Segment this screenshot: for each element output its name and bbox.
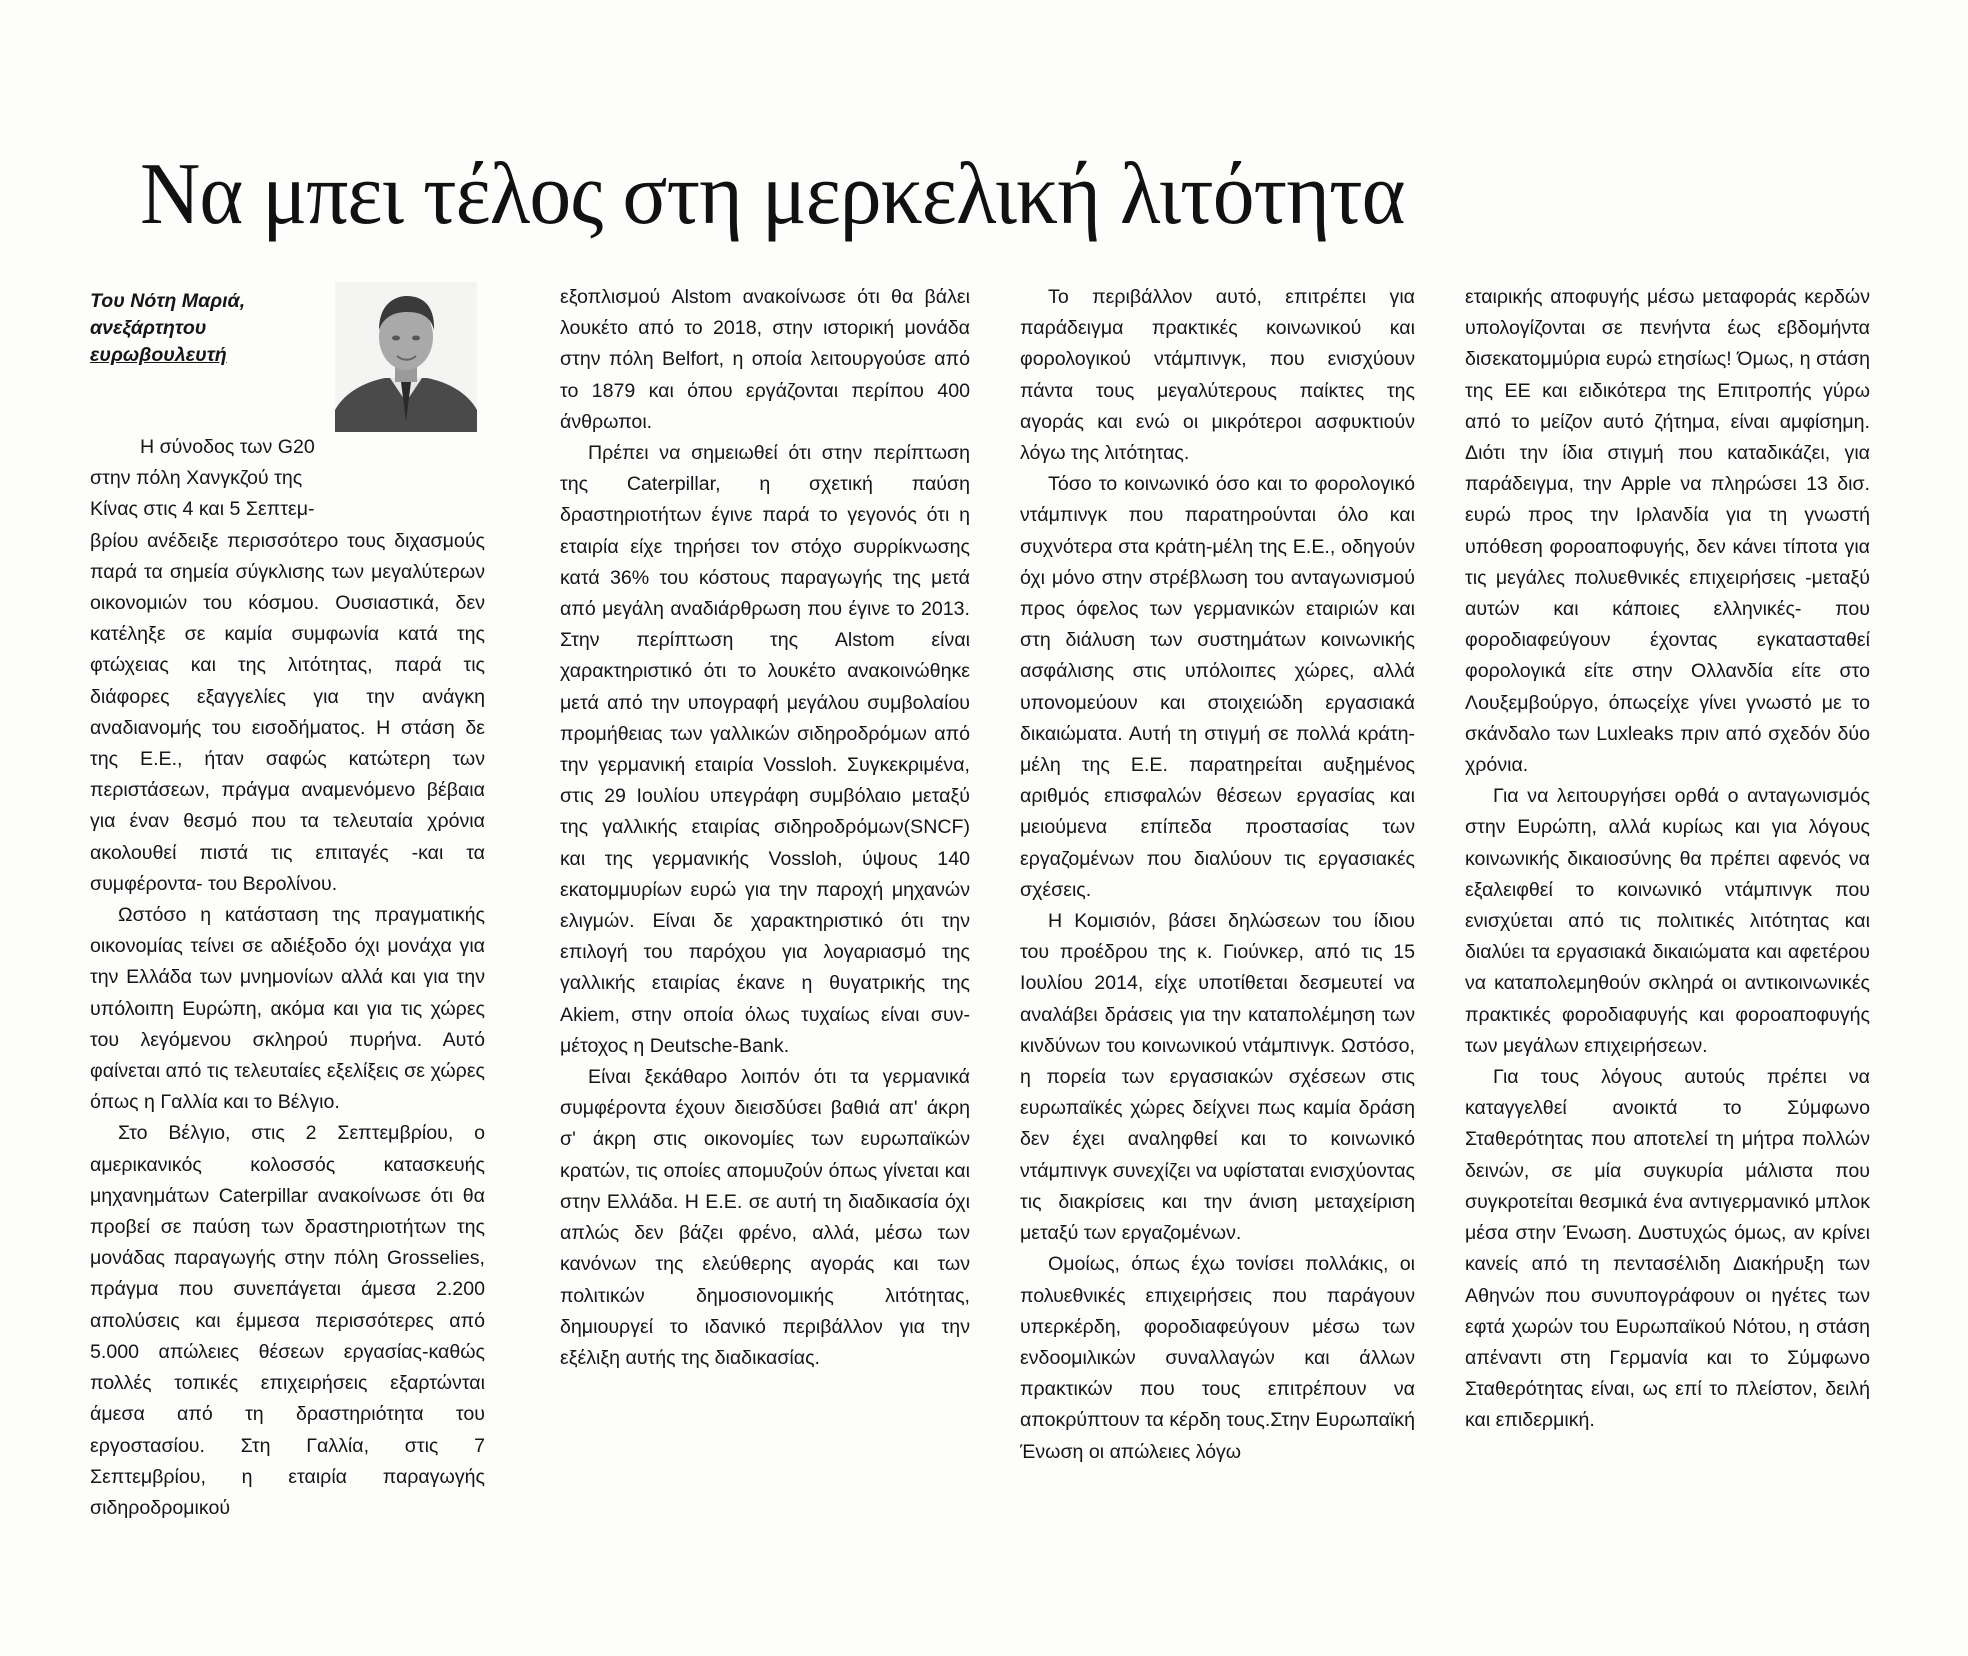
byline-block xyxy=(90,282,485,432)
paragraph: εξοπλισμού Alstom ανακοίνωσε ότι θα βάλει λουκέτο από το 2018, στην ιστορική μονάδα στην πόλη Belfort, η οποία λειτουργούσε από το 1879 και όπου εργάζονται περίπου 400 άνθρωποι. xyxy=(560,286,970,433)
lead-paragraph xyxy=(90,432,485,526)
byline xyxy=(90,282,300,369)
paragraph: Για να λειτουργήσει ορθά ο ανταγωνισμός στην Ευρώπη, αλλά κυρίως και για λόγους κοινωνικής δικαιοσύνης θα πρέπει αφενός να εξαλειφθεί το κοινωνικό ντάμπινγκ που ενισχύεται από τις πολιτικές λιτότητας και διαλύει τα εργασιακά δικαιώματα και αφετέρου να καταπολεμηθούν σκληρά οι αντικοινωνικές πρακτικές φοροδιαφυγής και φοροαποφυγής των μεγάλων επιχειρήσεων. xyxy=(1465,785,1870,1057)
column-3 xyxy=(1020,282,1415,1468)
paragraph: Η Κομισιόν, βάσει δηλώσεων του ίδιου του προέδρου της κ. Γιούνκερ, από τις 15 Ιουλίου 2014, είχε υποτίθεται δεσμευτεί να αναλάβει δράσεις για την καταπολέμηση των κινδύνων του κοινωνικού ντάμπινγκ. Ωστόσο, η πορεία των εργασιακών σχέσεων στις ευρωπαϊκές χώρες δείχνει πως καμία δράση δεν έχει αναληφθεί και το κοινωνικό ντάμπινγκ συνεχίζει να υφίσταται ενισχύοντας τις διακρίσεις και την άνιση μεταχείριση μεταξύ των εργαζομένων. xyxy=(1020,910,1415,1245)
column-4 xyxy=(1465,282,1870,1437)
column-1 xyxy=(90,282,485,1524)
headline: Να μπει τέλος στη μερκελική λιτότητα xyxy=(140,146,1405,243)
column-2 xyxy=(560,282,970,1374)
paragraph: Τόσο το κοινωνικό όσο και το φορολογικό ντάμπινγκ που παρατηρούνται όλο και συχνότερα στα κράτη-μέλη της Ε.Ε., οδηγούν όχι μόνο στην στρέβλωση του ανταγωνισμού προς όφελος των γερμανικών εταιριών και στη διάλυση των συστημάτων κοινωνικής ασφάλισης στις υπόλοιπες χώρες, αλλά υπονομεύουν και στοιχειώδη εργασιακά δικαιώματα. Αυτή τη στιγμή σε πολλά κράτη-μέλη της Ε.Ε. παρατηρείται αυξημένος αριθμός επισφαλών θέσεων εργασίας και μειούμενα επίπεδα προστασίας των εργαζομένων που διαλύουν τις εργασιακές σχέσεις. xyxy=(1020,473,1415,901)
paragraph: Για τους λόγους αυτούς πρέπει να καταγγελθεί ανοικτά το Σύμφωνο Σταθερότητας που αποτελεί τη μήτρα πολλών δεινών, σε μία συγκυρία μάλιστα που συγκροτείται θεσμικά ένα αντιγερμανικό μπλοκ μέσα στην Ένωση. Δυστυχώς όμως, αν κρίνει κανείς από τη πεντασέλιδη Διακήρυξη των Αθηνών που συνυπογράφουν οι ηγέτες των εφτά χωρών του Ευρωπαϊκού Νότου, η στάση απέναντι στη Γερμανία και το Σύμφωνο Σταθερότητας είναι, ως επί το πλείστον, δειλή και επιδερμική. xyxy=(1465,1066,1870,1432)
author-name: Του Νότη Μαριά, xyxy=(90,290,246,312)
lead-line-2: στην πόλη Χανγκζού της xyxy=(90,467,303,490)
author-role: ανεξάρτητου xyxy=(90,317,207,339)
paragraph: Πρέπει να σημειωθεί ότι στην περίπτωση της Caterpillar, η σχετική παύση δραστηριοτήτων έγινε παρά το γεγονός ότι η εταιρία είχε τηρήσει τον στόχο συρρίκνωσης κατά 36% του κόστους παραγωγής της μετά από μεγάλη αναδιάρθρωση που έγινε το 2013. Στην περίπτωση της Alstom είναι χαρακτηριστικό ότι το λουκέτο ανακοινώθηκε μετά από την υπογραφή μεγάλου συμβολαίου προμήθειας των γαλλικών σιδηροδρόμων από την γερμανική εταιρία Vossloh. Συγκεκριμένα, στις 29 Ιουλίου υπεγράφη συμβόλαιο μεταξύ της γαλλικής εταιρίας σιδηροδρόμων(SNCF) και της γερμανικής Vossloh, ύψους 140 εκατομμυρίων ευρώ για την παροχή μηχανών ελιγμών. Είναι δε χαρακτηριστικό ότι την επιλογή του παρόχου για λογαριασμό της γαλλικής εταιρίας έκανε η θυγατρικής της Akiem, στην οποία όλως τυχαίως είναι συν-μέτοχος η Deutsche-Bank. xyxy=(560,442,970,1057)
paragraph: Ομοίως, όπως έχω τονίσει πολλάκις, οι πολυεθνικές επιχειρήσεις που παράγουν υπερκέρδη, φοροδιαφεύγουν μέσω των ενδοομιλικών συναλλαγών και άλλων πρακτικών που τους επιτρέπουν να αποκρύπτουν τα κέρδη τους.Στην Ευρωπαϊκή Ένωση οι απώλειες λόγω xyxy=(1020,1253,1415,1463)
paragraph: Ωστόσο η κατάσταση της πραγματικής οικονομίας τείνει σε αδιέξοδο όχι μονάχα για την Ελλάδα των μνημονίων αλλά και για την υπόλοιπη Ευρώπη, ακόμα και για τις χώρες του λεγόμενου σκληρού πυρήνα. Αυτό φαίνεται από τις τελευταίες εξελίξεις σε χώρες όπως η Γαλλία και το Βέλγιο. xyxy=(90,904,485,1114)
paragraph: βρίου ανέδειξε περισσότερο τους διχασμούς παρά τα σημεία σύγκλισης των μεγαλύτερων οικονομιών του κόσμου. Ουσιαστικά, δεν κατέληξε σε καμία συμφωνία κατά της φτώχειας και της λιτότητας, παρά τις διάφορες εξαγγελίες για την ανάγκη αναδιανομής του εισοδήματος. Η στάση δε της Ε.Ε., ήταν σαφώς κατώτερη των περιστάσεων, πράγμα αναμενόμενο βέβαια για έναν θεσμό που τα τελευταία χρόνια ακολουθεί πιστά τις επιταγές -και τα συμφέροντα- του Βερολίνου. xyxy=(90,529,485,895)
lead-line-1: Η σύνοδος των G20 xyxy=(140,436,315,458)
paragraph: Στο Βέλγιο, στις 2 Σεπτεμβρίου, ο αμερικανικός κολοσσός κατασκευής μηχανημάτων Caterpillar ανακοίνωσε ότι θα προβεί σε παύση των δραστηριοτήτων της μονάδας παραγωγής στην πόλη Grosselies, πράγμα που συνεπάγεται άμεσα 2.200 απολύσεις και έμμεσα περισσότερες από 5.000 απώλειες θέσεων εργασίας-καθώς πολλές τοπικές επιχειρήσεις εξαρτώνται άμεσα από τη δραστηριότητα του εργοστασίου. Στη Γαλλία, στις 7 Σεπτεμβρίου, η εταιρία παραγωγής σιδηροδρομικού xyxy=(90,1122,485,1519)
author-title: ευρωβουλευτή xyxy=(90,344,227,366)
paragraph: Είναι ξεκάθαρο λοιπόν ότι τα γερμανικά συμφέροντα έχουν διεισδύσει βαθιά απ' άκρη σ' άκρη στις οικονομίες των ευρωπαϊκών κρατών, τις οποίες απομυζούν όπως γίνεται και στην Ελλάδα. Η Ε.Ε. σε αυτή τη διαδικασία όχι απλώς δεν βάζει φρένο, αλλά, μέσω των κανόνων της ελεύθερης αγοράς και των πολιτικών δημοσιονομικής λιτότητας, δημιουργεί το ιδανικό περιβάλλον για την εξέλιξη αυτής της διαδικασίας. xyxy=(560,1066,970,1369)
paragraph: Το περιβάλλον αυτό, επιτρέπει για παράδειγμα πρακτικές κοινωνικού και φορολογικού ντάμπινγκ, που ενισχύουν πάντα τους μεγαλύτερους παίκτες της αγοράς και ενώ οι μικρότεροι ασφυκτιούν λόγω της λιτότητας. xyxy=(1020,286,1415,465)
paragraph: εταιρικής αποφυγής μέσω μεταφοράς κερδών υπολογίζονται σε πενήντα έως εβδομήντα δισεκατομμύρια ευρώ ετησίως! Όμως, η στάση της ΕΕ και ειδικότερα της Επιτροπής γύρω από το μείζον αυτό ζήτημα, είναι αμφίσημη. Διότι την ίδια στιγμή που καταδικάζει, για παράδειγμα, την Apple να πληρώσει 13 δισ. ευρώ προς την Ιρλανδία για τη γνωστή υπόθεση φοροαποφυγής, δεν κάνει τίποτα για τις μεγάλες πολυεθνικές επιχειρήσεις -μεταξύ αυτών και κάποιες ελληνικές- που φοροδιαφεύγουν έχοντας εγκατασταθεί φορολογικά είτε στην Ολλανδία είτε στο Λουξεμβούργο, όπωςείχε γίνει γνωστό με το σκάνδαλο των Luxleaks πριν από σχεδόν δύο χρόνια. xyxy=(1465,286,1870,777)
lead-line-3: Κίνας στις 4 και 5 Σεπτεμ- xyxy=(90,498,315,521)
author-portrait xyxy=(335,282,477,432)
